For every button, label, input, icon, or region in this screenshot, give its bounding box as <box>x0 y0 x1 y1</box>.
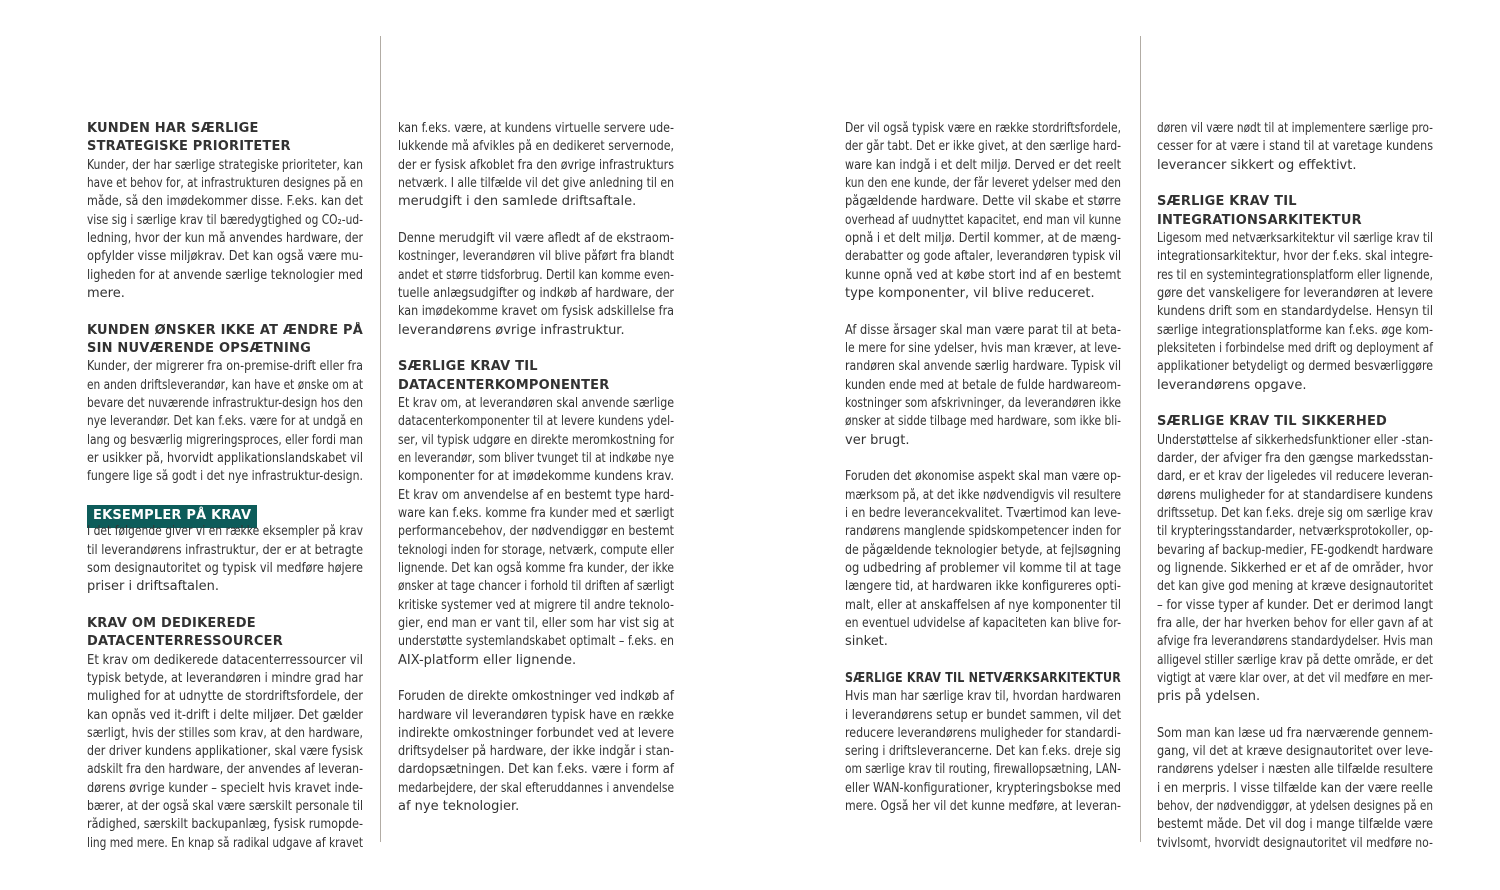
highlighted-heading <box>87 505 363 523</box>
text-line: som designautoritet og typisk vil medføre højere <box>87 560 363 576</box>
text-line: lang og besværlig migreringsproces, eller fordi man <box>87 432 363 448</box>
highlighted-heading-label: EKSEMPLER PÅ KRAV <box>87 505 257 528</box>
text-line: typisk betyde, at leverandøren i mindre grad har <box>87 670 363 686</box>
text-line: Et krav om, at leverandøren skal anvende særlige <box>398 395 674 411</box>
text-line: vigtigt at være klar over, at det vil medføre en mer- <box>1157 670 1433 686</box>
text-line: til krypteringsstandarder, netværksprotokoller, op- <box>1157 524 1433 540</box>
text-line: randørens ydelser i næsten alle tilfælde resultere <box>1157 762 1433 778</box>
paragraph <box>398 395 674 670</box>
section-heading <box>398 358 674 395</box>
text-line: randøren skal anvende særlig hardware. Typisk vil <box>845 359 1121 375</box>
text-line: ware kan f.eks. komme fra kunder med et særligt <box>398 505 674 521</box>
section-heading <box>1157 193 1433 230</box>
section-heading <box>87 322 363 359</box>
text-line: DATACENTERRESSOURCER <box>87 634 283 650</box>
paragraph <box>845 120 1121 303</box>
text-line: pris på ydelsen. <box>1157 689 1261 705</box>
text-line: ver brugt. <box>845 432 910 448</box>
text-line: af nye teknologier. <box>398 799 520 815</box>
text-line: Et krav om anvendelse af en bestemt type hard- <box>398 487 674 503</box>
text-line: kan f.eks. være, at kundens virtuelle servere ude- <box>398 121 674 136</box>
text-line: kunne opnå ved at købe stort ind af en bestemt <box>845 267 1121 283</box>
text-column-2 <box>398 120 674 816</box>
text-line: Der vil også typisk være en række stordriftsfordele, <box>845 121 1121 136</box>
text-line: leverancer sikkert og effektivt. <box>1157 157 1357 173</box>
column-divider <box>1140 36 1141 842</box>
text-line: og lignende. Sikkerhed er et af de områder, hvor <box>1157 560 1433 576</box>
text-line: KUNDEN ØNSKER IKKE AT ÆNDRE PÅ <box>87 322 363 338</box>
text-line: kundens drift som en standardydelse. Hensyn til <box>1157 304 1433 320</box>
text-line: ønsker at tage chancer i forhold til driften af særligt <box>398 579 674 595</box>
text-line: dørens øvrige kunder – specielt hvis kravet inde- <box>87 780 363 796</box>
text-line: Denne merudgift vil være afledt af de ekstraom- <box>398 230 674 246</box>
text-line: ligheden for at anvende særlige teknologier med <box>87 267 363 283</box>
text-line: Som man kan læse ud fra nærværende gennem- <box>1157 725 1433 741</box>
text-line: malt, eller at anskaffelsen af nye komponenter til <box>845 597 1121 613</box>
section-heading <box>1157 413 1433 431</box>
text-line: nye leverandør. Det kan f.eks. være for at undgå en <box>87 414 363 430</box>
text-line: det kan give god mening at kræve designautoritet <box>1157 579 1433 595</box>
text-line: er usikker på, hvorvidt applikationslandskabet vil <box>87 450 363 466</box>
text-line: res til en systemintegrationsplatform eller lignende, <box>1157 267 1433 283</box>
text-line: – for visse typer af kunder. Det er derimod langt <box>1157 597 1433 613</box>
text-line: overhead af uudnyttet kapacitet, end man vil kunne <box>845 212 1121 228</box>
text-line: der driver kundens applikationer, skal være fysisk <box>87 744 363 760</box>
text-line: ser, vil typisk udgøre en direkte meromkostning for <box>398 432 674 448</box>
text-line: driftssetup. Det kan f.eks. dreje sig om særlige krav <box>1157 505 1433 521</box>
text-line: bevare det nuværende infrastruktur-design hos den <box>87 395 363 411</box>
text-line: sinket. <box>845 634 888 650</box>
paragraph <box>1157 230 1433 395</box>
text-line: opfylder visse miljøkrav. Det kan også være mu- <box>87 249 363 265</box>
text-line: ledning, hvor der kun må anvendes hardware, der <box>87 230 363 246</box>
text-line: mærksom på, at det ikke nødvendigvis vil resultere <box>845 487 1121 503</box>
text-line: behov, der nødvendiggør, at ydelsen designes på en <box>1157 799 1433 815</box>
paragraph <box>398 120 674 212</box>
text-line: en leverandør, som bliver tvunget til at indkøbe nye <box>398 450 674 466</box>
text-line: i en bedre leverancekvalitet. Tværtimod kan leve- <box>845 505 1121 521</box>
section-heading <box>87 120 363 157</box>
paragraph <box>1157 120 1433 175</box>
text-line: rådighed, særskilt backupanlæg, fysisk rumopde- <box>87 817 363 833</box>
text-line: SÆRLIGE KRAV TIL <box>398 359 538 375</box>
text-line: tuelle anlægsudgifter og indkøb af hardware, der <box>398 285 674 301</box>
text-line: KRAV OM DEDIKEREDE <box>87 615 256 631</box>
text-line: KUNDEN HAR SÆRLIGE <box>87 121 259 136</box>
column-divider <box>380 36 381 842</box>
text-line: integrationsarkitektur, hvor der f.eks. skal integre- <box>1157 249 1433 265</box>
text-line: STRATEGISKE PRIORITETER <box>87 139 291 155</box>
paragraph <box>845 468 1121 651</box>
text-line: SÆRLIGE KRAV TIL SIKKERHED <box>1157 414 1388 430</box>
text-line: performancebehov, der nødvendiggør en bestemt <box>398 524 674 540</box>
text-line: kun den ene kunde, der får leveret ydelser med den <box>845 175 1121 191</box>
text-line: ønsker at sidde tilbage med hardware, som ikke bli- <box>845 414 1121 430</box>
text-line: opnå i et delt miljø. Dertil kommer, at de mæng- <box>845 230 1121 246</box>
text-line: le mere for sine ydelser, hvis man kræver, at leve- <box>845 340 1121 356</box>
text-line: mulighed for at udnytte de stordriftsfordele, der <box>87 689 363 705</box>
text-line: alligevel stiller særlige krav på dette område, er det <box>1157 652 1433 668</box>
text-line: AIX-platform eller lignende. <box>398 652 577 668</box>
text-column-1 <box>87 120 363 853</box>
paragraph <box>87 652 363 854</box>
text-line: I det følgende giver vi en række eksempler på krav <box>87 524 363 540</box>
text-line: leverandørens øvrige infrastruktur. <box>398 322 625 338</box>
text-line: særlige integrationsplatforme kan f.eks. øge kom- <box>1157 322 1433 338</box>
text-line: til leverandørens infrastruktur, der er at betragte <box>87 542 363 558</box>
text-line: kostninger, leverandøren vil blive påført fra blandt <box>398 249 674 265</box>
text-line: leverandørens opgave. <box>1157 377 1307 393</box>
text-line: lignende. Det kan også komme fra kunder, der ikke <box>398 560 674 576</box>
text-line: Understøttelse af sikkerhedsfunktioner eller -stan- <box>1157 432 1433 448</box>
text-line: fungere lige så godt i det nye infrastruktur-design. <box>87 469 363 485</box>
section-heading <box>87 615 363 652</box>
paragraph <box>1157 725 1433 853</box>
text-line: dard, er et krav der ligeledes vil reducere leveran- <box>1157 469 1433 485</box>
text-line: vise sig i særlige krav til bæredygtighed og CO₂-ud- <box>87 212 363 228</box>
text-line: i en merpris. I visse tilfælde kan der være reelle <box>1157 780 1433 796</box>
text-line: eller WAN-konfigurationer, krypteringsbokse med <box>845 780 1121 796</box>
text-line: randørens manglende spidskompetencer inden for <box>845 524 1121 540</box>
text-line: kan opnås ved it-drift i delte miljøer. Det gælder <box>87 707 363 723</box>
text-line: afvige fra leverandørens standardydelser. Hvis man <box>1157 634 1433 650</box>
text-line: gier, end man er vant til, eller som har vist sig at <box>398 615 674 631</box>
paragraph <box>845 322 1121 450</box>
text-line: merudgift i den samlede driftsaftale. <box>398 194 637 210</box>
text-line: andet et større tidsforbrug. Dertil kan komme even- <box>398 267 674 283</box>
text-line: kostninger som afskrivninger, da leverandøren ikke <box>845 395 1121 411</box>
text-line: Af disse årsager skal man være parat til at beta- <box>845 322 1121 338</box>
text-line: en anden driftsleverandør, kan have et ønske om at <box>87 377 363 393</box>
text-line: i leverandørens setup er bundet sammen, vil det <box>845 707 1121 723</box>
text-line: Et krav om dedikerede datacenterressourcer vil <box>87 652 363 668</box>
text-line: driftsydelser på hardware, der ikke indgår i stan- <box>398 744 674 760</box>
text-line: Hvis man har særlige krav til, hvordan hardwaren <box>845 689 1121 705</box>
paragraph <box>398 688 674 816</box>
text-line: længere tid, at hardwaren ikke konfigureres opti- <box>845 579 1121 595</box>
text-line: pleksiteten i forbindelse med drift og deployment af <box>1157 340 1433 356</box>
text-line: reducere leverandørens muligheder for standardi- <box>845 725 1121 741</box>
text-line: gøre det vanskeligere for leverandøren at levere <box>1157 285 1433 301</box>
section-heading <box>845 670 1121 688</box>
text-line: sering i driftsleverancerne. Det kan f.eks. dreje sig <box>845 744 1121 760</box>
text-line: Foruden det økonomise aspekt skal man være op- <box>845 469 1121 485</box>
text-line: kan imødekomme kravet om fysisk adskillelse fra <box>398 304 674 320</box>
text-line: datacenterkomponenter til at levere kundens ydel- <box>398 414 674 430</box>
text-line: INTEGRATIONSARKITEKTUR <box>1157 212 1362 228</box>
paragraph <box>87 358 363 486</box>
text-line: SÆRLIGE KRAV TIL NETVÆRKSARKITEKTUR <box>845 670 1121 686</box>
text-line: Kunder, der migrerer fra on-premise-drift eller fra <box>87 359 363 375</box>
text-line: ware kan indgå i et delt miljø. Derved er det reelt <box>845 157 1121 173</box>
text-line: de pågældende teknologier betyde, at fejlsøgning <box>845 542 1121 558</box>
text-line: særligt, hvis der stilles som krav, at den hardware, <box>87 725 363 741</box>
text-column-3 <box>845 120 1121 816</box>
text-line: pågældende hardware. Dette vil skabe et større <box>845 194 1121 210</box>
text-line: fra alle, der har hverken behov for eller gavn af at <box>1157 615 1433 631</box>
text-line: teknologi inden for storage, netværk, compute eller <box>398 542 674 558</box>
text-line: have et behov for, at infrastrukturen designes på en <box>87 175 363 191</box>
text-line: bærer, at der også skal være særskilt personale til <box>87 799 363 815</box>
paragraph <box>87 523 363 596</box>
text-line: understøtte systemlandskabet optimalt – f.eks. en <box>398 634 674 650</box>
text-line: bestemt måde. Det vil dog i mange tilfælde være <box>1157 817 1433 833</box>
text-line: døren vil være nødt til at implementere særlige pro- <box>1157 121 1433 136</box>
text-line: hardware vil leverandøren typisk have en række <box>398 707 674 723</box>
text-line: måde, så den imødekommer disse. F.eks. kan det <box>87 194 363 210</box>
text-line: ling med mere. En knap så radikal udgave af kravet <box>87 835 363 851</box>
text-line: SIN NUVÆRENDE OPSÆTNING <box>87 340 311 356</box>
text-line: Kunder, der har særlige strategiske prioriteter, kan <box>87 157 363 173</box>
text-line: om særlige krav til routing, firewallopsætning, LAN- <box>845 762 1121 778</box>
text-line: SÆRLIGE KRAV TIL <box>1157 194 1297 210</box>
text-column-4 <box>1157 120 1433 853</box>
text-line: mere. <box>87 285 125 301</box>
text-line: netværk. I alle tilfælde vil det give anledning til en <box>398 175 674 191</box>
text-line: bevaring af backup-medier, FE-godkendt hardware <box>1157 542 1433 558</box>
paragraph <box>1157 432 1433 707</box>
text-line: en eventuel udvidelse af kapaciteten kan blive for- <box>845 615 1121 631</box>
text-line: gang, vil det at kræve designautoritet over leve- <box>1157 744 1433 760</box>
paragraph <box>845 688 1121 816</box>
text-line: Foruden de direkte omkostninger ved indkøb af <box>398 689 674 705</box>
text-line: tvivlsomt, hvorvidt designautoritet vil medføre no- <box>1157 835 1433 851</box>
paragraph <box>398 230 674 340</box>
text-line: applikationer betydeligt og dermed besværliggøre <box>1157 359 1433 375</box>
text-line: adskilt fra den hardware, der anvendes af leveran- <box>87 762 363 778</box>
text-line: komponenter for at imødekomme kundens krav. <box>398 469 674 485</box>
text-line: priser i driftsaftalen. <box>87 579 219 595</box>
text-line: dardopsætningen. Det kan f.eks. være i form af <box>398 762 674 778</box>
text-line: mere. Også her vil det kunne medføre, at leveran- <box>845 799 1121 815</box>
text-line: kritiske systemer ved at migrere til andre teknolo- <box>398 597 674 613</box>
text-line: dørens muligheder for at standardisere kundens <box>1157 487 1433 503</box>
text-line: og udbedring af problemer vil komme til at tage <box>845 560 1121 576</box>
text-line: DATACENTERKOMPONENTER <box>398 377 610 393</box>
text-line: kunden ende med at betale de fulde hardwareom- <box>845 377 1121 393</box>
paragraph <box>87 157 363 304</box>
text-line: lukkende må afvikles på en dedikeret servernode, <box>398 139 674 155</box>
text-line: der er fysisk afkoblet fra den øvrige infrastrukturs <box>398 157 674 173</box>
text-line: darder, der afviger fra den gængse markedsstan- <box>1157 450 1433 466</box>
text-line: medarbejdere, der skal efteruddannes i anvendelse <box>398 780 674 796</box>
text-line: type komponenter, vil blive reduceret. <box>845 285 1095 301</box>
text-line: indirekte omkostninger forbundet ved at levere <box>398 725 674 741</box>
text-line: cesser for at være i stand til at varetage kundens <box>1157 139 1433 155</box>
text-line: Ligesom med netværksarkitektur vil særlige krav til <box>1157 230 1433 246</box>
text-line: der går tabt. Det er ikke givet, at den særlige hard- <box>845 139 1121 155</box>
text-line: derabatter og gode aftaler, leverandøren typisk vil <box>845 249 1121 265</box>
